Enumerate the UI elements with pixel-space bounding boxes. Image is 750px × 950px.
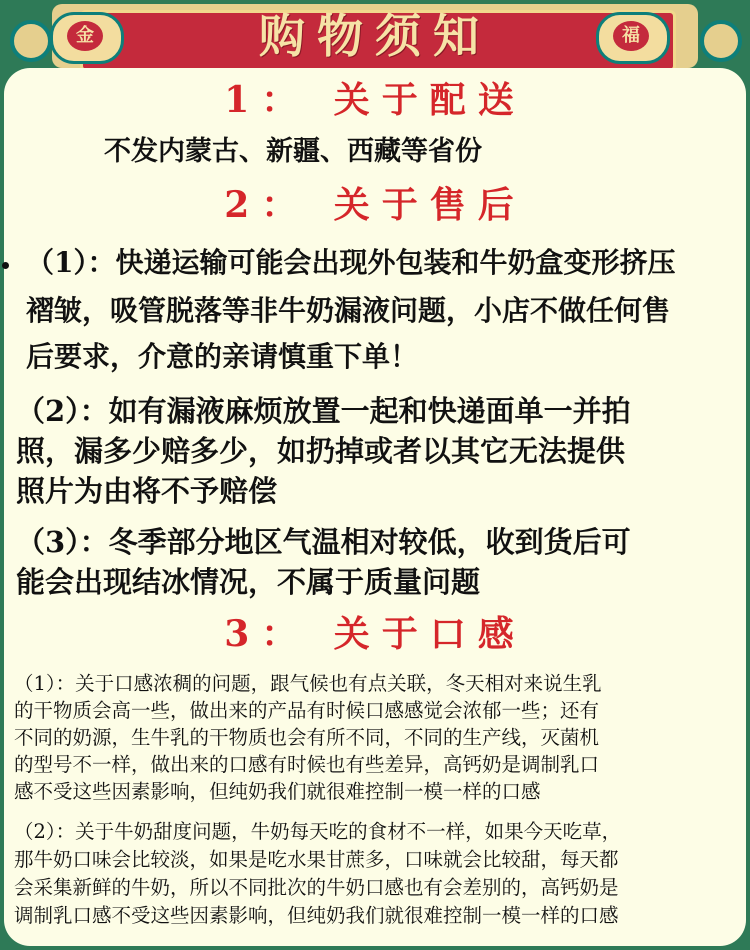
delivery-heading: 1： 关于配送 (224, 79, 526, 121)
after-sales-item3-line1: （3）：冬季部分地区气温相对较低，收到货后可 (16, 525, 631, 559)
taste-heading: 3： 关于口感 (224, 613, 526, 655)
after-sales-item2-line3: 照片为由将不予赔偿 (16, 474, 278, 508)
after-sales-item3-line2: 能会出现结冰情况，不属于质量问题 (16, 565, 481, 599)
seal-right-text: 福 (613, 21, 649, 51)
taste-item2-line1: （2）：关于牛奶甜度问题，牛奶每天吃的食材不一样，如果今天吃草， (14, 820, 622, 843)
taste-item1-line4: 的型号不一样，做出来的口感有时候也有些差异，高钙奶是调制乳口 (14, 753, 600, 776)
taste-item2-line3: 会采集新鲜的牛奶，所以不同批次的牛奶口感也有会差别的，高钙奶是 (14, 876, 619, 899)
taste-item1-line5: 感不受这些因素影响，但纯奶我们就很难控制一模一样的口感 (14, 780, 541, 803)
delivery-text: 不发内蒙古、新疆、西藏等省份 (104, 136, 482, 167)
after-sales-item2-line1: （2）：如有漏液麻烦放置一起和快递面单一并拍 (16, 394, 631, 428)
taste-item1-line1: （1）：关于口感浓稠的问题，跟气候也有点关联，冬天相对来说生乳 (14, 672, 602, 695)
after-sales-item1-line2: 褶皱，吸管脱落等非牛奶漏液问题，小店不做任何售 (26, 294, 671, 327)
after-sales-heading: 2： 关于售后 (224, 184, 526, 226)
after-sales-item1-line1: （1）：快递运输可能会出现外包装和牛奶盒变形挤压 (26, 246, 676, 279)
page-title: 购物须知 (259, 9, 491, 63)
bullet-icon (2, 262, 9, 269)
taste-item1-line2: 的干物质会高一些，做出来的产品有时候口感感觉会浓郁一些；还有 (14, 699, 600, 722)
after-sales-item1-line3: 后要求，介意的亲请慎重下单！ (26, 340, 419, 373)
seal-left-text: 金 (67, 21, 103, 51)
taste-item2-line2: 那牛奶口味会比较淡，如果是吃水果甘蔗多，口味就会比较甜，每天都 (14, 848, 619, 871)
taste-item1-line3: 不同的奶源，生牛乳的干物质也会有所不同，不同的生产线，灭菌机 (14, 726, 600, 749)
taste-item2-line4: 调制乳口感不受这些因素影响，但纯奶我们就很难控制一模一样的口感 (14, 904, 619, 927)
after-sales-item2-line2: 照，漏多少赔多少，如扔掉或者以其它无法提供 (16, 434, 626, 468)
